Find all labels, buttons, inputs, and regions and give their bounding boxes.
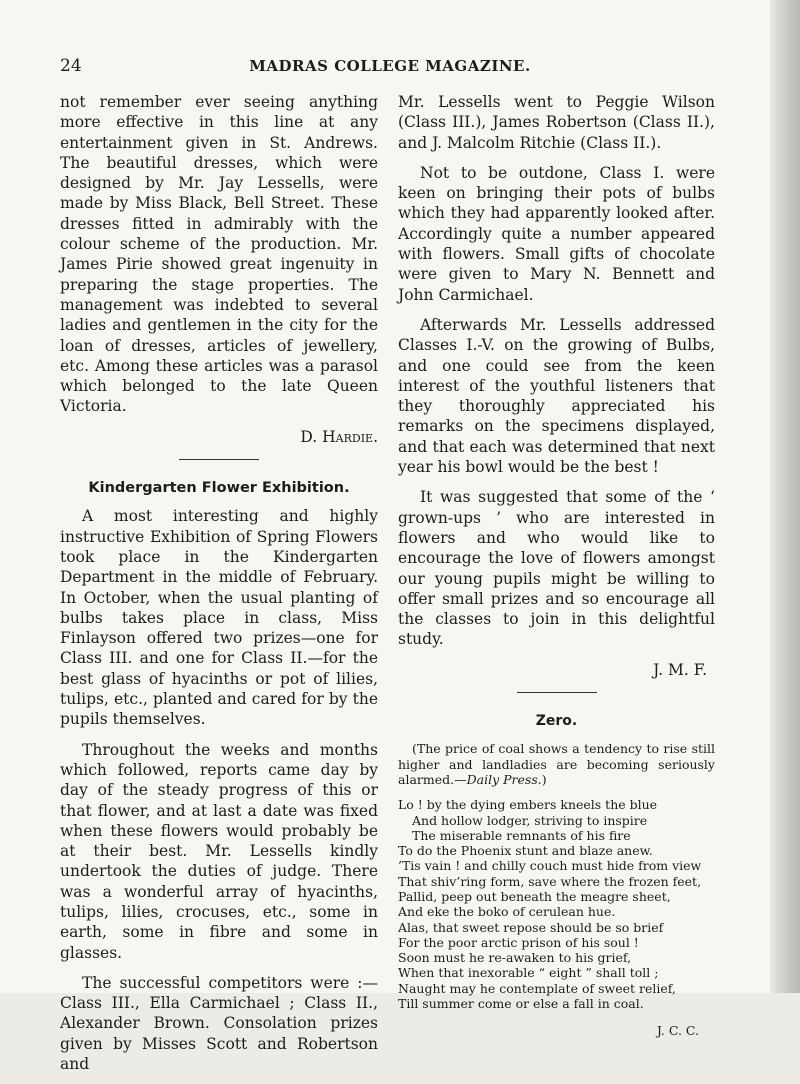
article-paragraph: It was suggested that some of the ‘ grown-ups ’ who are interested in flowers and who would like to encourage the love of flowers amongst our young pupils might be willing to offer small prizes and so encourage all the classes to join in this delightful study. xyxy=(398,488,715,649)
poem-note-source: Daily Press. xyxy=(466,771,542,787)
continued-paragraph: not remember ever seeing anything more effective in this line at any entertainment given in St. Andrews. The beautiful dresses, which were designed by Mr. Jay Lessells, were made by Miss Black, Bell Street. These dresses fitted in admirably with the colour scheme of the production. Mr. James Pirie showed great ingenuity in preparing the stage properties. The management was indebted to several ladies and gentlemen in the city for the loan of dresses, articles of jewellery, etc. Among these articles was a parasol which belonged to the late Queen Victoria. xyxy=(60,93,378,416)
right-column xyxy=(398,92,715,1042)
article-paragraph: Afterwards Mr. Lessells addressed Classes I.-V. on the growing of Bulbs, and one could see from the keen interest of the youthful listeners that they thoroughly appreciated his remarks on the specimens displayed, and that each was determined that next year his bowl would be the best ! xyxy=(398,315,715,477)
poem-title: Zero. xyxy=(535,713,578,730)
section-divider xyxy=(179,459,259,460)
poem-line: And hollow lodger, striving to inspire xyxy=(412,812,648,828)
article-title: Kindergarten Flower Exhibition. xyxy=(88,480,350,497)
poem-line: ’Tis vain ! and chilly couch must hide from view xyxy=(398,858,702,874)
page-number: 24 xyxy=(60,56,82,76)
page-edge-shadow xyxy=(770,0,800,993)
article-paragraph: The successful competitors were :— Class III., Ella Carmichael ; Class II., Alexander Brown. Consolation prizes given by Misses Scott and Robertson and xyxy=(60,973,378,1074)
poem-line: Lo ! by the dying embers kneels the blue xyxy=(398,797,658,813)
article-paragraph: Throughout the weeks and months which followed, reports came day by day of the steady progress of this or that flower, and at last a date was fixed when these flowers would probably be at their best. Mr. Lessells kindly undertook the duties of judge. There was a wonderful array of hyacinths, tulips, lilies, crocuses, etc., some in earth, some in fibre and some in glasses. xyxy=(60,740,378,962)
poem-line: For the poor arctic prison of his soul ! xyxy=(398,934,639,950)
poem-note-end: ) xyxy=(541,771,547,787)
article-paragraph: A most interesting and highly instructive Exhibition of Spring Flowers took place in the Kindergarten Department in the middle of February. In October, when the usual planting of bulbs takes place in class, Miss Finlayson offered two prizes—one for Class III. and one for Class II.—for the best glass of hyacinths or pot of lilies, tulips, etc., planted and cared for by the pupils themselves. xyxy=(60,507,378,729)
left-column xyxy=(60,92,378,1084)
poem-signature: J. C. C. xyxy=(656,1023,699,1039)
poem-line: Pallid, peep out beneath the meagre sheet, xyxy=(398,888,671,904)
poem-line: When that inexorable “ eight ” shall toll ; xyxy=(398,965,659,981)
article-paragraph: Mr. Lessells went to Peggie Wilson (Class III.), James Robertson (Class II.), and J. Malcolm Ritchie (Class II.). xyxy=(398,93,715,152)
poem-line: The miserable remnants of his fire xyxy=(412,827,631,843)
poem-lines xyxy=(398,797,715,1011)
poem-line: To do the Phoenix stunt and blaze anew. xyxy=(398,843,653,859)
poem-line: Alas, that sweet repose should be so brief xyxy=(398,919,664,935)
poem-line: Naught may he contemplate of sweet relief, xyxy=(398,980,676,996)
section-divider xyxy=(517,692,597,693)
poem-line: Till summer come or else a fall in coal. xyxy=(398,996,644,1012)
author-signature: J. M. F. xyxy=(653,660,707,679)
poem-note-text: (The price of coal shows a tendency to rise still higher and landladies are becoming seriously alarmed.— xyxy=(398,741,715,787)
poem-line: That shiv’ring form, save where the frozen feet, xyxy=(398,873,702,889)
running-title: MADRAS COLLEGE MAGAZINE. xyxy=(249,57,531,75)
author-signature: D. Hardie. xyxy=(300,427,378,446)
page-header xyxy=(60,56,720,80)
poem-line: Soon must he re-awaken to his grief, xyxy=(398,950,632,966)
poem-note xyxy=(398,741,715,787)
article-paragraph: Not to be outdone, Class I. were keen on bringing their pots of bulbs which they had apparently looked after. Accordingly quite a number appeared with flowers. Small gifts of chocolate were given to Mary N. Bennett and John Carmichael. xyxy=(398,163,715,304)
poem-line: And eke the boko of cerulean hue. xyxy=(398,904,616,920)
